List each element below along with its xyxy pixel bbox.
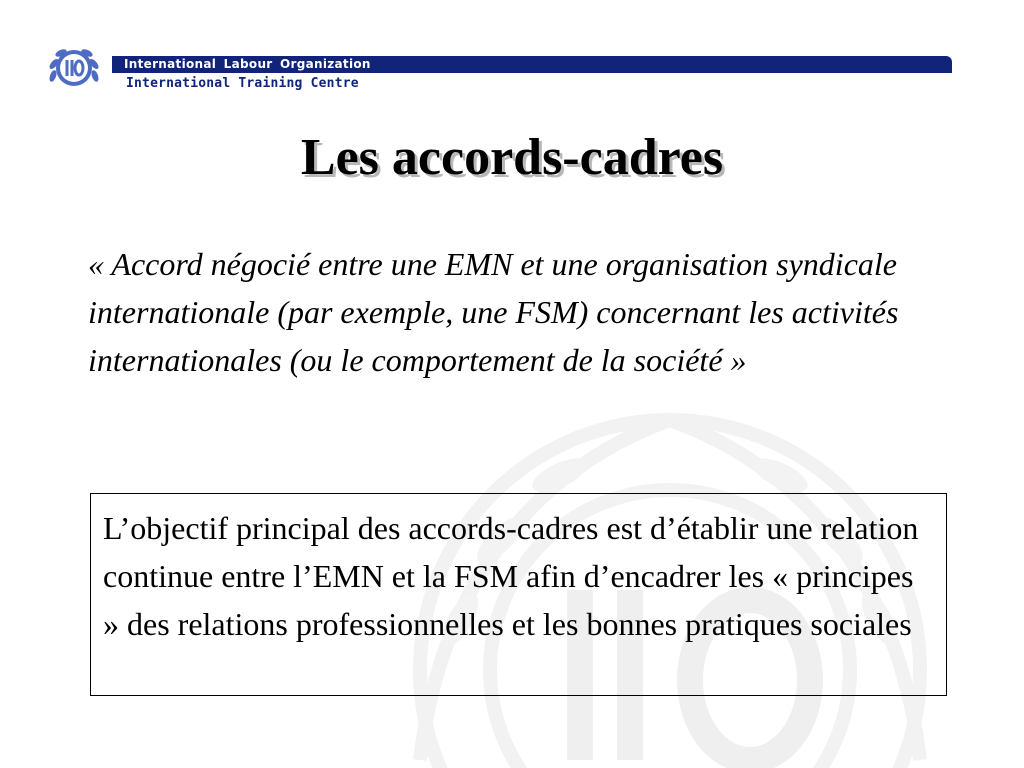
- ilo-laurel-logo-icon: [44, 40, 104, 94]
- objective-box: [90, 493, 947, 696]
- header-band-end: [930, 56, 952, 73]
- definition-quote: « Accord négocié entre une EMN et une organisation syndicale internationale (par exemple, une FSM) concernant les activités internationales (ou le comportement de la société »: [88, 246, 899, 378]
- objective-text: L’objectif principal des accords-cadres est d’établir une relation continue entre l’EMN et la FSM afin d’encadrer les « principes » des relations professionnelles et les bonnes pratiques sociales: [103, 510, 919, 642]
- organization-name: International Labour Organization: [124, 57, 371, 71]
- slide-title: Les accords-cadres: [300, 129, 724, 186]
- centre-name: International Training Centre: [126, 76, 359, 91]
